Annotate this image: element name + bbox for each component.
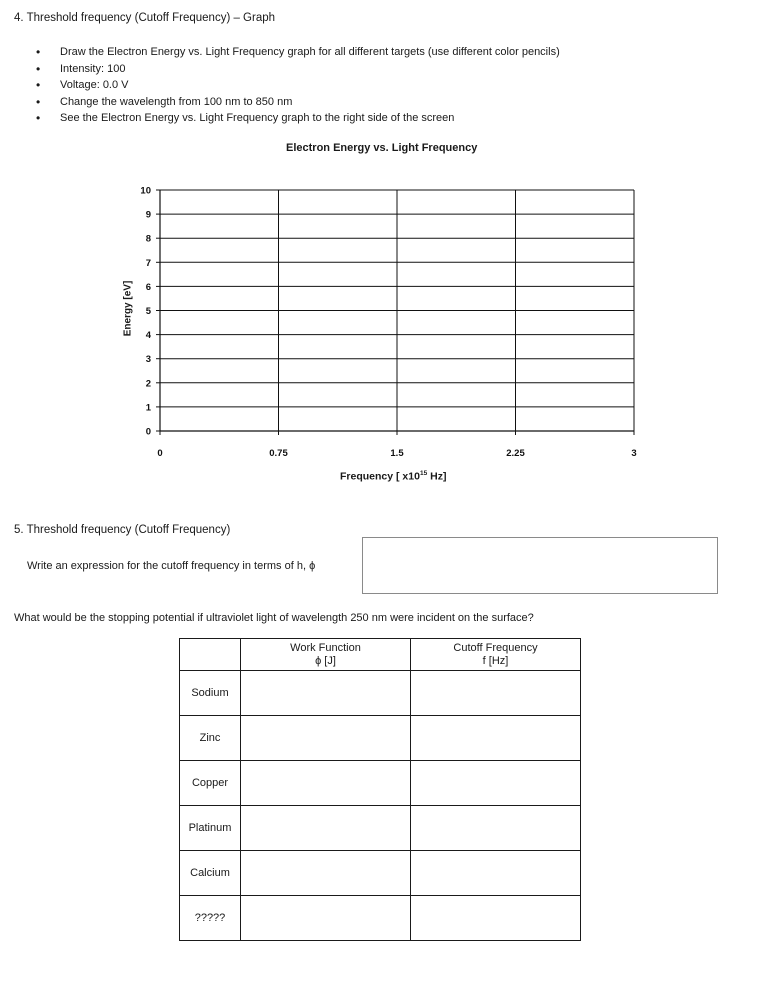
y-tick-label: 4 bbox=[145, 330, 151, 342]
x-axis-label-unit: Hz] bbox=[427, 470, 447, 483]
cutoff-frequency-title: Cutoff Frequency bbox=[453, 641, 538, 654]
cutoff-frequency-cell[interactable] bbox=[411, 896, 581, 941]
instruction-item: • See the Electron Energy vs. Light Frequency graph to the right side of the screen bbox=[36, 110, 560, 127]
x-axis-label-exponent: 15 bbox=[419, 470, 428, 477]
cutoff-frequency-cell[interactable] bbox=[411, 671, 581, 716]
work-function-cell[interactable] bbox=[241, 806, 411, 851]
instruction-item: • Voltage: 0.0 V bbox=[36, 77, 560, 94]
x-tick-label: 1.5 bbox=[390, 448, 404, 459]
instruction-item: • Draw the Electron Energy vs. Light Frequency graph for all different targets (use different color pencils) bbox=[36, 44, 560, 61]
cutoff-frequency-cell[interactable] bbox=[411, 806, 581, 851]
y-tick-label: 3 bbox=[145, 354, 151, 366]
expression-prompt: Write an expression for the cutoff frequency in terms of h, ϕ bbox=[27, 560, 316, 572]
y-tick-label: 5 bbox=[145, 306, 151, 317]
cutoff-frequency-cell[interactable] bbox=[411, 716, 581, 761]
metal-name: Copper bbox=[180, 761, 241, 806]
table-row bbox=[180, 716, 581, 761]
work-function-cell[interactable] bbox=[241, 896, 411, 941]
section5-heading: 5. Threshold frequency (Cutoff Frequency) bbox=[14, 524, 231, 536]
metal-name: Calcium bbox=[180, 851, 241, 896]
section4-heading: 4. Threshold frequency (Cutoff Frequency) – Graph bbox=[14, 12, 276, 24]
metal-name: Sodium bbox=[180, 671, 241, 716]
metal-name: Platinum bbox=[180, 806, 241, 851]
work-function-unit: ϕ [J] bbox=[315, 654, 336, 667]
work-function-cell[interactable] bbox=[241, 716, 411, 761]
x-tick-label: 2.25 bbox=[506, 448, 525, 459]
y-tick-label: 1 bbox=[145, 402, 151, 414]
cutoff-frequency-header bbox=[411, 639, 581, 671]
corner-cell bbox=[180, 639, 241, 671]
x-tick-label: 0 bbox=[157, 448, 163, 459]
work-function-cell[interactable] bbox=[241, 671, 411, 716]
cutoff-frequency-cell[interactable] bbox=[411, 761, 581, 806]
table-row bbox=[180, 806, 581, 851]
metals-table bbox=[179, 638, 581, 941]
y-tick-label: 0 bbox=[145, 426, 151, 438]
metal-name: ????? bbox=[180, 896, 241, 941]
y-tick-label: 7 bbox=[145, 257, 151, 269]
y-axis-label: Energy [eV] bbox=[122, 280, 134, 337]
table-row bbox=[180, 896, 581, 941]
stopping-potential-question: What would be the stopping potential if ultraviolet light of wavelength 250 nm were incident on the surface? bbox=[14, 612, 534, 624]
y-tick-label: 9 bbox=[145, 209, 151, 221]
table-row bbox=[180, 761, 581, 806]
metal-name: Zinc bbox=[180, 716, 241, 761]
table-header-row bbox=[180, 639, 581, 671]
cutoff-frequency-cell[interactable] bbox=[411, 851, 581, 896]
x-tick-label: 3 bbox=[631, 448, 637, 459]
cutoff-frequency-unit: f [Hz] bbox=[482, 654, 509, 667]
x-tick-label: 0.75 bbox=[269, 448, 288, 459]
work-function-header bbox=[241, 639, 411, 671]
y-tick-label: 8 bbox=[145, 233, 151, 245]
y-tick-label: 2 bbox=[145, 378, 151, 390]
table-row bbox=[180, 851, 581, 896]
table-row bbox=[180, 671, 581, 716]
y-tick-label: 10 bbox=[140, 185, 151, 197]
instruction-item: • Intensity: 100 bbox=[36, 61, 560, 78]
y-tick-label: 6 bbox=[145, 281, 151, 293]
chart-title: Electron Energy vs. Light Frequency bbox=[286, 142, 478, 154]
x-axis-label bbox=[340, 470, 446, 483]
work-function-cell[interactable] bbox=[241, 851, 411, 896]
instruction-item: • Change the wavelength from 100 nm to 850 nm bbox=[36, 94, 560, 111]
work-function-cell[interactable] bbox=[241, 761, 411, 806]
expression-answer-box[interactable] bbox=[362, 537, 718, 594]
x-axis-label-main: Frequency [ x10 bbox=[340, 470, 420, 483]
work-function-title: Work Function bbox=[290, 641, 361, 654]
